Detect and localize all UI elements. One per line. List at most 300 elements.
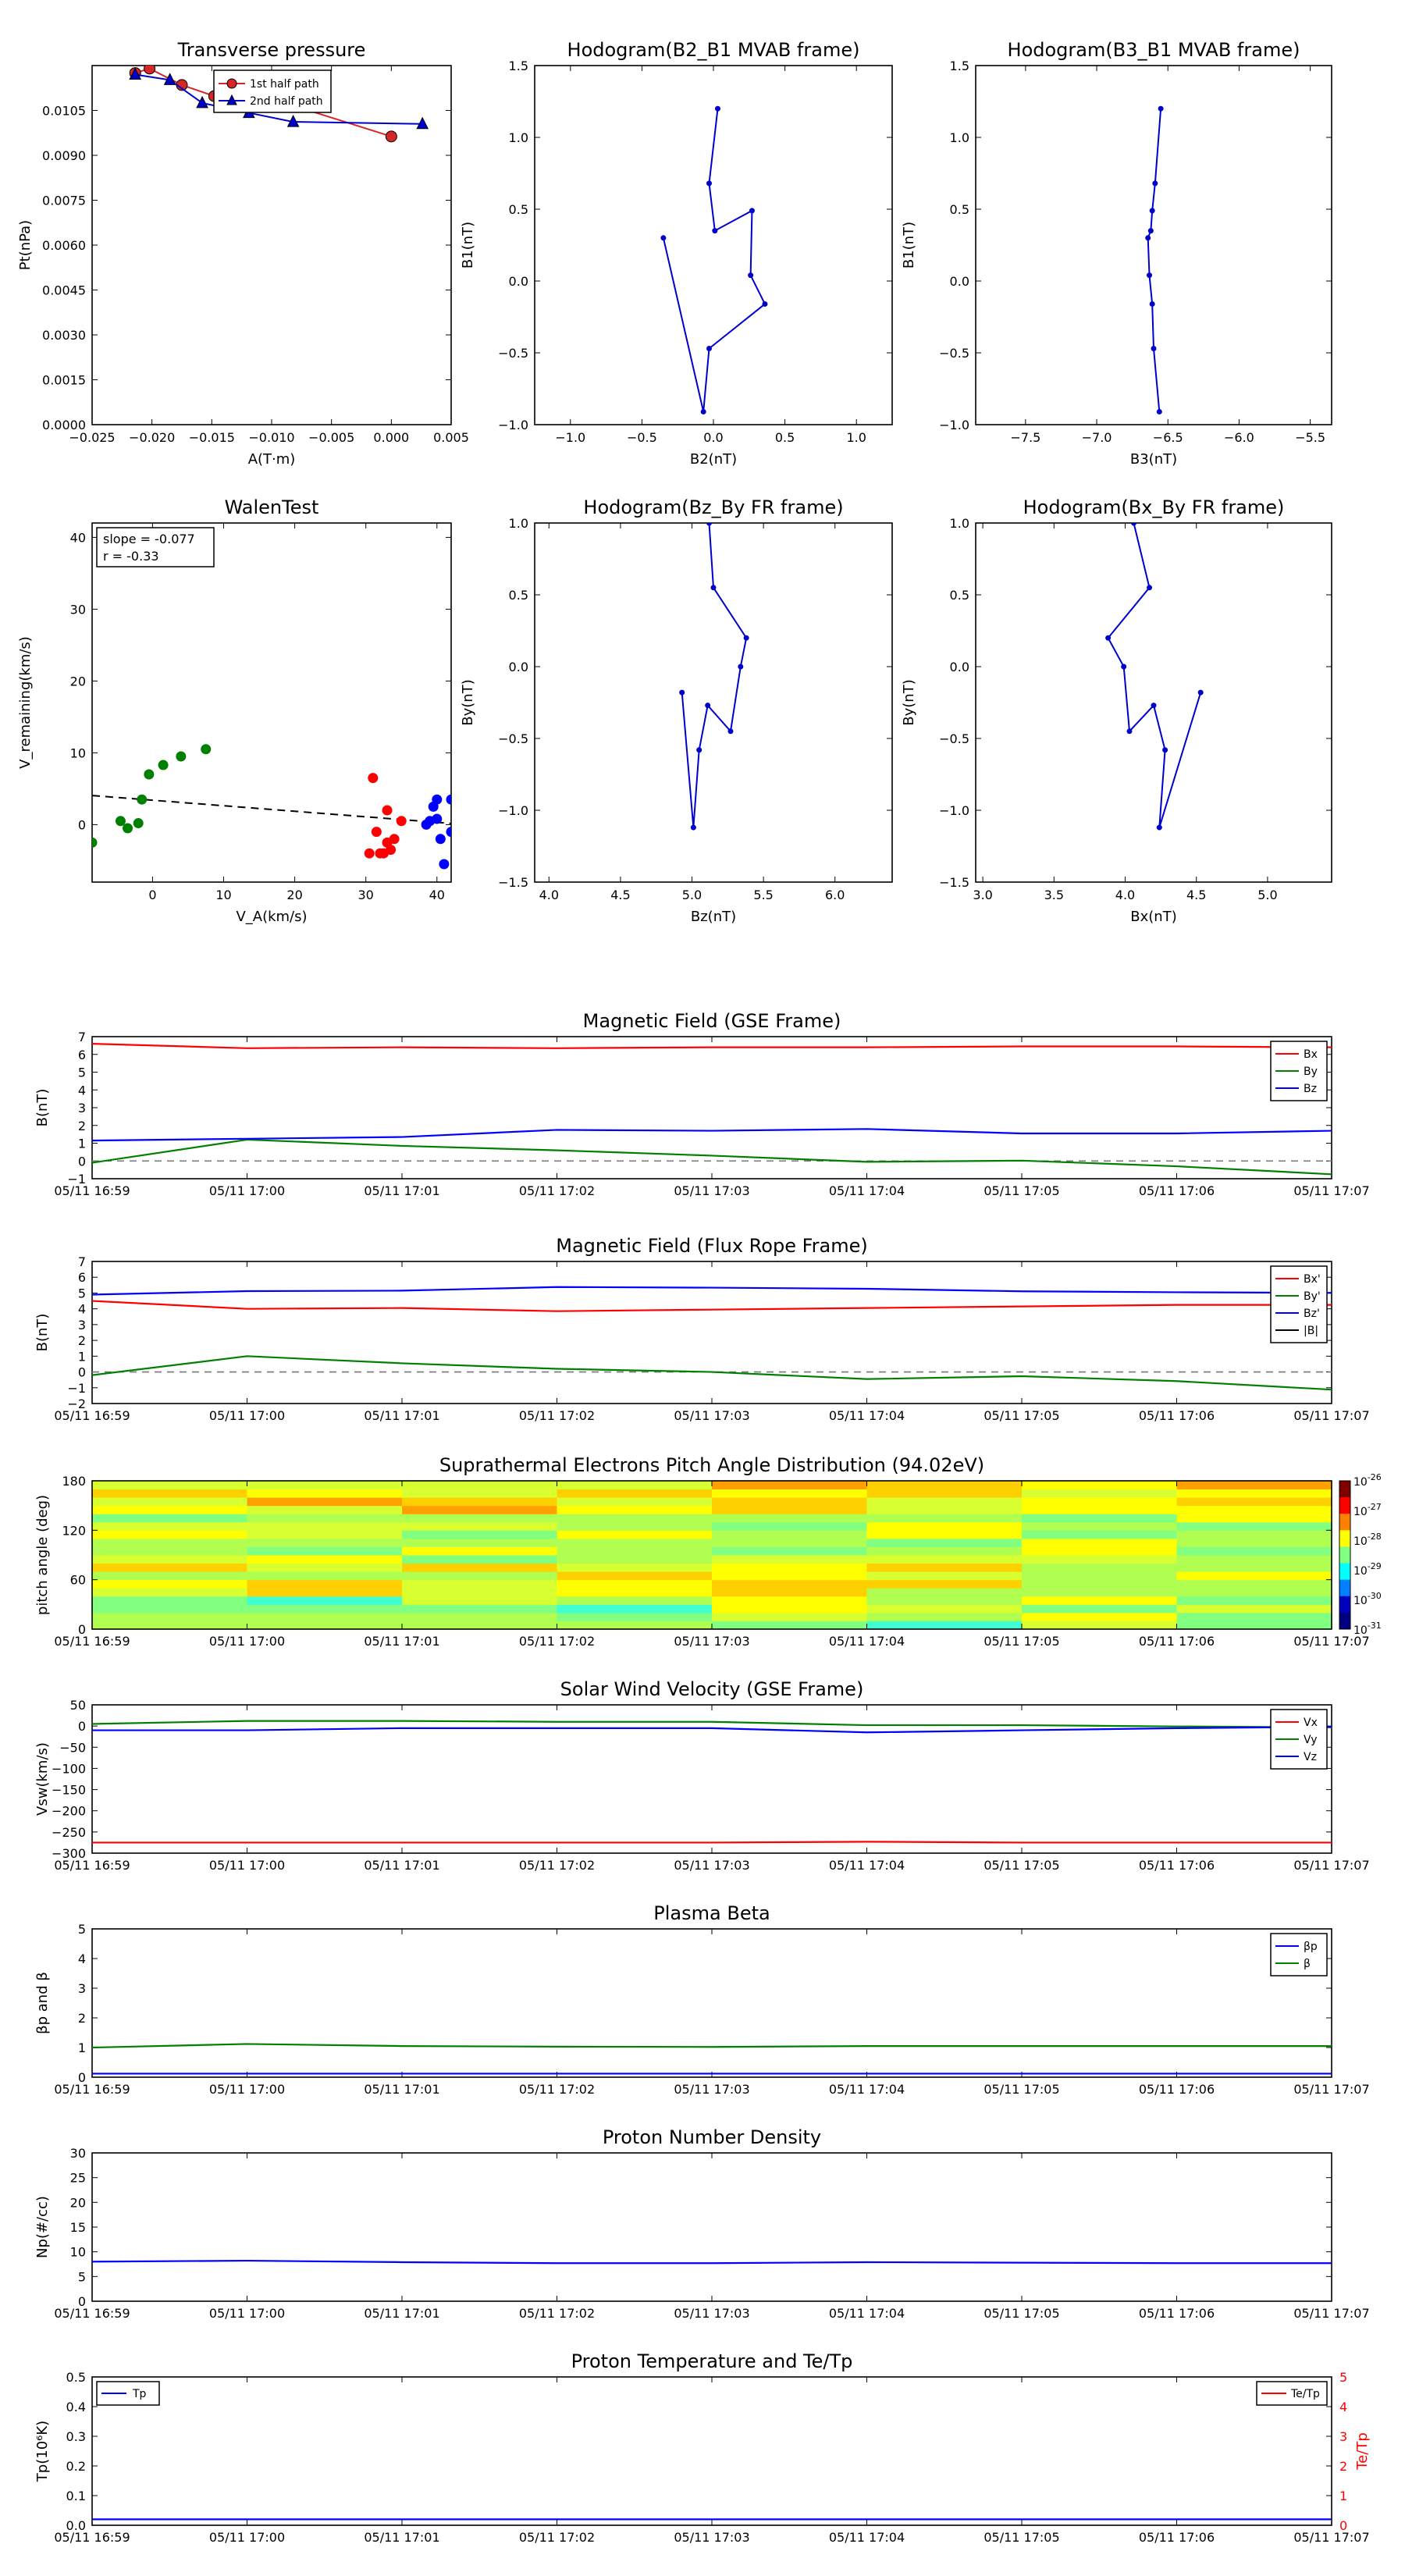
heatmap-cell: [867, 1546, 1023, 1555]
heatmap-cell: [1177, 1564, 1332, 1572]
x-tick-label: 6.0: [824, 888, 845, 902]
data-point: [436, 834, 446, 844]
heatmap-cell: [1022, 1555, 1177, 1564]
y-tick-label: 0: [77, 1719, 86, 1735]
x-tick-label: 3.5: [1044, 888, 1065, 902]
x-tick-label: 05/11 17:02: [518, 2306, 596, 2321]
data-point: [1131, 521, 1136, 526]
x-tick-label: 20: [286, 888, 303, 902]
legend-marker: [227, 79, 237, 88]
x-axis-label: A(T·m): [247, 451, 296, 468]
heatmap-cell: [867, 1522, 1023, 1531]
data-point: [748, 272, 753, 278]
heatmap-cell: [402, 1621, 557, 1629]
x-tick-label: 05/11 17:04: [828, 1634, 905, 1649]
heatmap-cell: [402, 1530, 557, 1539]
data-point: [1121, 664, 1126, 670]
x-tick-label: −0.010: [248, 430, 295, 445]
x-tick-label: 0.005: [433, 430, 469, 445]
x-tick-label: 05/11 17:00: [208, 1858, 286, 1873]
y-tick-label: 0.4: [66, 2400, 86, 2414]
series-line-0: [92, 1044, 1332, 1048]
panel-title: Magnetic Field (Flux Rope Frame): [556, 1235, 868, 1257]
panel-title: Suprathermal Electrons Pitch Angle Distribution (94.02eV): [439, 1454, 985, 1476]
colorbar-segment: [1339, 1580, 1350, 1597]
heatmap-cell: [402, 1588, 557, 1596]
heatmap-cell: [867, 1506, 1023, 1514]
heatmap-cell: [1022, 1588, 1177, 1596]
data-point: [738, 664, 743, 670]
heatmap-cell: [92, 1489, 247, 1498]
heatmap-cell: [1177, 1489, 1332, 1498]
x-tick-label: 05/11 17:06: [1138, 2306, 1215, 2321]
heatmap-cell: [92, 1580, 247, 1589]
data-point: [715, 106, 720, 112]
y2-tick-label: 5: [1339, 2370, 1348, 2385]
legend-label: Tp: [133, 2388, 147, 2400]
data-point: [144, 770, 154, 780]
y-tick-label: 2: [77, 2011, 86, 2026]
heatmap-cell: [402, 1571, 557, 1580]
heatmap-cell: [712, 1580, 867, 1589]
x-axis-label: Bx(nT): [1130, 909, 1177, 925]
heatmap-cell: [402, 1580, 557, 1589]
colorbar-tick-label: $10^{-30}$: [1353, 1591, 1382, 1607]
heatmap-cell: [402, 1506, 557, 1514]
panel-title: Hodogram(Bx_By FR frame): [1023, 496, 1285, 518]
colorbar-segment: [1339, 1514, 1350, 1531]
panel-title: Proton Temperature and Te/Tp: [571, 2350, 853, 2372]
heatmap-cell: [867, 1564, 1023, 1572]
y-tick-label: 4: [77, 1952, 86, 1966]
y-axis-label: pitch angle (deg): [34, 1494, 51, 1616]
data-point: [432, 814, 442, 824]
legend-box: [1271, 1934, 1327, 1976]
axes-frame: [92, 2377, 1332, 2525]
y-tick-label: 25: [69, 2170, 86, 2186]
data-point: [1148, 228, 1154, 233]
y-tick-label: 40: [69, 530, 86, 546]
heatmap-cell: [402, 1564, 557, 1572]
y-tick-label: 1.5: [949, 59, 969, 73]
x-tick-label: 05/11 16:59: [54, 1183, 130, 1198]
heatmap-cell: [247, 1613, 403, 1621]
x-tick-label: 05/11 17:02: [518, 1858, 596, 1873]
y-tick-label: 50: [69, 1698, 86, 1713]
heatmap-cell: [92, 1539, 247, 1547]
heatmap-cell: [712, 1596, 867, 1605]
heatmap-cell: [867, 1530, 1023, 1539]
heatmap-cell: [1022, 1522, 1177, 1531]
panel-title: Hodogram(B2_B1 MVAB frame): [567, 39, 860, 61]
data-point: [712, 228, 717, 233]
heatmap-cell: [1177, 1604, 1332, 1613]
heatmap-cell: [92, 1564, 247, 1572]
panel-title: Magnetic Field (GSE Frame): [582, 1010, 841, 1032]
x-tick-label: 05/11 17:04: [828, 2082, 905, 2097]
panel-hodogram-bz-by: [460, 496, 892, 925]
y-tick-label: 0.1: [66, 2489, 86, 2503]
heatmap-cell: [402, 1489, 557, 1498]
heatmap-cell: [402, 1613, 557, 1621]
heatmap-cell: [1177, 1546, 1332, 1555]
heatmap-cell: [867, 1481, 1023, 1489]
panel-title: Transverse pressure: [177, 39, 366, 61]
y-tick-label: 0.0030: [42, 328, 86, 343]
data-point: [144, 63, 155, 74]
y-tick-label: −0.5: [939, 346, 969, 361]
y-tick-label: 20: [69, 2195, 86, 2211]
y-tick-label: 10: [69, 2244, 86, 2260]
y-tick-label: 5: [77, 1922, 86, 1937]
y-tick-label: 5: [77, 1286, 86, 1301]
data-point: [1150, 208, 1155, 213]
heatmap-cell: [247, 1580, 403, 1589]
heatmap-cell: [92, 1522, 247, 1531]
y-tick-label: 0: [77, 2294, 86, 2309]
legend-label: Vy: [1304, 1734, 1318, 1746]
heatmap-cell: [247, 1596, 403, 1605]
heatmap-cell: [712, 1555, 867, 1564]
heatmap-cell: [402, 1522, 557, 1531]
x-tick-label: 05/11 17:01: [364, 1858, 440, 1873]
y-tick-label: 1.0: [949, 130, 969, 145]
panel-transverse-pressure: [17, 39, 469, 468]
x-tick-label: 0.0: [703, 430, 724, 445]
axes-frame: [92, 1261, 1332, 1404]
x-tick-label: −0.005: [308, 430, 355, 445]
legend-label: |B|: [1304, 1325, 1319, 1337]
plot-area: [660, 106, 767, 415]
heatmap-cell: [557, 1564, 713, 1572]
y-tick-label: 0: [77, 817, 86, 833]
data-point: [133, 818, 144, 828]
x-tick-label: 05/11 17:05: [984, 1858, 1060, 1873]
heatmap-cell: [867, 1497, 1023, 1506]
heatmap-cell: [712, 1613, 867, 1621]
data-point: [386, 845, 396, 855]
x-tick-label: 05/11 17:03: [674, 1858, 750, 1873]
y-tick-label: 1: [77, 2041, 86, 2055]
x-tick-label: 05/11 17:02: [518, 2530, 596, 2545]
y-tick-label: 0.0015: [42, 372, 86, 388]
series-line-0: [92, 2261, 1332, 2263]
x-tick-label: 1.0: [846, 430, 866, 445]
heatmap-cell: [402, 1596, 557, 1605]
heatmap-cell: [557, 1604, 713, 1613]
y-tick-label: 1.0: [508, 516, 528, 531]
data-point: [706, 521, 712, 526]
x-tick-label: 05/11 17:03: [674, 2082, 750, 2097]
y-tick-label: 0.0: [508, 274, 528, 289]
heatmap-cell: [557, 1621, 713, 1629]
data-point: [1151, 703, 1157, 708]
y-tick-label: 60: [69, 1572, 86, 1588]
x-tick-label: 05/11 17:07: [1293, 1408, 1370, 1423]
x-tick-label: 05/11 17:03: [674, 1634, 750, 1649]
series-line-1: [92, 1140, 1332, 1174]
heatmap-cell: [712, 1497, 867, 1506]
series-line-0: [92, 1841, 1332, 1842]
x-tick-label: 05/11 17:02: [518, 2082, 596, 2097]
heatmap-cell: [92, 1555, 247, 1564]
heatmap-cell: [557, 1506, 713, 1514]
x-tick-label: 0.5: [774, 430, 795, 445]
x-tick-label: 05/11 17:01: [364, 2082, 440, 2097]
heatmap-cell: [557, 1481, 713, 1489]
heatmap-cell: [92, 1481, 247, 1489]
panel-title: Plasma Beta: [653, 1902, 770, 1924]
colorbar-tick-label: $10^{-29}$: [1353, 1561, 1382, 1578]
data-point: [87, 838, 98, 848]
data-point: [201, 744, 211, 754]
heatmap-cell: [1177, 1588, 1332, 1596]
x-tick-label: 05/11 17:06: [1138, 2082, 1215, 2097]
heatmap-cell: [247, 1489, 403, 1498]
x-tick-label: 05/11 17:01: [364, 1183, 440, 1198]
heatmap-cell: [1177, 1621, 1332, 1629]
y-tick-label: 0.5: [949, 202, 969, 217]
heatmap-cell: [1177, 1596, 1332, 1605]
heatmap-cell: [1022, 1613, 1177, 1621]
y-tick-label: 0: [77, 1364, 86, 1380]
heatmap-cell: [712, 1621, 867, 1629]
series-line-0: [1108, 523, 1201, 827]
y-tick-label: 0.0075: [42, 193, 86, 208]
heatmap-cell: [1177, 1481, 1332, 1489]
heatmap-cell: [557, 1546, 713, 1555]
heatmap-cell: [92, 1596, 247, 1605]
heatmap-cell: [1022, 1514, 1177, 1522]
heatmap-cell: [712, 1514, 867, 1522]
data-point: [706, 180, 712, 186]
data-point: [749, 208, 755, 213]
heatmap-cell: [1177, 1580, 1332, 1589]
legend-label: Bx: [1304, 1048, 1318, 1061]
x-tick-label: 05/11 17:07: [1293, 2082, 1370, 2097]
x-tick-label: 05/11 17:03: [674, 2530, 750, 2545]
data-point: [1126, 728, 1132, 734]
annotation-text: r = -0.33: [103, 549, 159, 564]
series-line-2: [92, 1727, 1332, 1732]
heatmap-cell: [712, 1564, 867, 1572]
y-axis-label: βp and β: [34, 1972, 51, 2034]
data-point: [123, 824, 133, 834]
x-tick-label: −0.015: [188, 430, 235, 445]
axes-frame: [92, 2153, 1332, 2301]
legend-label: Vx: [1304, 1717, 1318, 1729]
x-tick-label: 05/11 17:03: [674, 1183, 750, 1198]
plot-area: [679, 521, 749, 831]
heatmap-cell: [247, 1497, 403, 1506]
x-tick-label: 05/11 17:06: [1138, 1183, 1215, 1198]
y-tick-label: 0: [77, 1154, 86, 1169]
series-line-0: [663, 109, 765, 411]
x-tick-label: −1.0: [555, 430, 586, 445]
y2-tick-label: 1: [1339, 2489, 1348, 2503]
heatmap-cell: [402, 1604, 557, 1613]
y-tick-label: 0.0060: [42, 238, 86, 253]
axes-frame: [92, 1929, 1332, 2077]
x-tick-label: 30: [357, 888, 374, 902]
axes-frame: [92, 1705, 1332, 1853]
heatmap-cell: [712, 1571, 867, 1580]
data-point: [679, 690, 685, 696]
data-point: [1162, 747, 1168, 753]
heatmap-cell: [1022, 1604, 1177, 1613]
heatmap-cell: [92, 1621, 247, 1629]
panel-solar-wind-velocity: [34, 1678, 1370, 1873]
y2-tick-label: 2: [1339, 2459, 1348, 2474]
heatmap-cell: [867, 1555, 1023, 1564]
data-point: [762, 301, 767, 307]
x-tick-label: 05/11 17:07: [1293, 1183, 1370, 1198]
colorbar-segment: [1339, 1481, 1350, 1498]
y-tick-label: 3: [77, 1317, 86, 1332]
heatmap-cell: [247, 1522, 403, 1531]
heatmap-cell: [1177, 1514, 1332, 1522]
heatmap-cell: [1177, 1571, 1332, 1580]
x-tick-label: 05/11 17:01: [364, 1634, 440, 1649]
axes-frame: [92, 66, 451, 425]
legend-label: 1st half path: [250, 78, 319, 91]
panel-title: Hodogram(Bz_By FR frame): [583, 496, 844, 518]
y-axis-label: By(nT): [901, 679, 917, 726]
data-point: [368, 773, 378, 783]
heatmap-cell: [1177, 1497, 1332, 1506]
panel-hodogram-b2-b1: [460, 39, 892, 468]
data-point: [1150, 301, 1155, 307]
legend-label: Vz: [1304, 1751, 1317, 1763]
x-tick-label: 05/11 17:05: [984, 1408, 1060, 1423]
x-tick-label: 5.0: [681, 888, 702, 902]
data-point: [711, 585, 717, 590]
x-tick-label: 05/11 17:03: [674, 1408, 750, 1423]
heatmap-cell: [247, 1546, 403, 1555]
heatmap-cell: [712, 1604, 867, 1613]
heatmap-cell: [557, 1571, 713, 1580]
y-tick-label: 15: [69, 2220, 86, 2235]
x-tick-label: 05/11 17:01: [364, 2306, 440, 2321]
colorbar-exponent: -29: [1367, 1561, 1382, 1571]
heatmap-cell: [557, 1580, 713, 1589]
data-point: [197, 97, 208, 108]
heatmap-cell: [1022, 1621, 1177, 1629]
heatmap-cell: [712, 1522, 867, 1531]
y-axis-label: By(nT): [460, 679, 476, 726]
x-tick-label: 05/11 17:04: [828, 2306, 905, 2321]
series-line-2: [92, 1287, 1332, 1295]
data-point: [1152, 180, 1158, 186]
heatmap-cell: [712, 1481, 867, 1489]
y-tick-label: 3: [77, 1981, 86, 1996]
x-tick-label: −0.020: [129, 430, 176, 445]
data-point: [701, 409, 706, 415]
x-tick-label: 05/11 17:02: [518, 1634, 596, 1649]
panel-plasma-beta: [34, 1902, 1370, 2097]
legend-label: Bx': [1304, 1273, 1321, 1286]
y-axis-label: B1(nT): [901, 221, 917, 269]
y-axis-label: B(nT): [34, 1313, 51, 1352]
x-tick-label: 05/11 17:05: [984, 2082, 1060, 2097]
y-tick-label: −1.0: [498, 803, 528, 818]
heatmap-cell: [712, 1506, 867, 1514]
plot-area: [87, 744, 457, 869]
heatmap-cell: [92, 1588, 247, 1596]
x-axis-label: B2(nT): [689, 451, 738, 468]
legend-label: βp: [1304, 1941, 1318, 1953]
x-tick-label: 05/11 17:02: [518, 1408, 596, 1423]
heatmap-cell: [92, 1514, 247, 1522]
heatmap-cell: [1022, 1506, 1177, 1514]
panel-magnetic-field-gse: [34, 1010, 1370, 1198]
heatmap-cell: [402, 1514, 557, 1522]
x-tick-label: 4.5: [1186, 888, 1207, 902]
data-point: [696, 747, 702, 753]
y-tick-label: −1.5: [939, 875, 969, 890]
x-tick-label: 05/11 17:06: [1138, 2530, 1215, 2545]
data-point: [372, 827, 382, 837]
data-point: [386, 131, 397, 142]
colorbar-tick-label: $10^{-31}$: [1353, 1621, 1382, 1637]
x-tick-label: −7.5: [1010, 430, 1041, 445]
panel-title: Hodogram(B3_B1 MVAB frame): [1007, 39, 1300, 61]
x-tick-label: 05/11 17:00: [208, 2082, 286, 2097]
x-tick-label: −0.5: [626, 430, 657, 445]
y-tick-label: 0.3: [66, 2429, 86, 2444]
y-tick-label: −1.5: [498, 875, 528, 890]
x-tick-label: 05/11 17:01: [364, 1408, 440, 1423]
heatmap-cell: [247, 1555, 403, 1564]
heatmap-cell: [247, 1588, 403, 1596]
heatmap-cell: [867, 1489, 1023, 1498]
y-tick-label: −1: [67, 1380, 86, 1396]
y-tick-label: 30: [69, 602, 86, 617]
y-tick-label: 1: [77, 1349, 86, 1364]
y-tick-label: −2: [67, 1397, 86, 1411]
y-axis-label: B1(nT): [460, 221, 476, 269]
heatmap-cell: [92, 1604, 247, 1613]
heatmap-cell: [557, 1613, 713, 1621]
x-tick-label: 05/11 17:00: [208, 2530, 286, 2545]
heatmap-cell: [557, 1530, 713, 1539]
heatmap-cell: [867, 1539, 1023, 1547]
legend-label: 2nd half path: [250, 95, 323, 108]
heatmap-cell: [867, 1613, 1023, 1621]
data-point: [116, 816, 126, 826]
x-tick-label: 10: [215, 888, 232, 902]
x-tick-label: 05/11 16:59: [54, 2082, 130, 2097]
data-point: [389, 834, 400, 844]
colorbar-segment: [1339, 1613, 1350, 1630]
axes-frame: [535, 66, 892, 425]
y-tick-label: 4: [77, 1301, 86, 1317]
data-point: [137, 795, 147, 805]
heatmap-cell: [92, 1571, 247, 1580]
heatmap-cell: [1022, 1580, 1177, 1589]
x-tick-label: 4.0: [539, 888, 560, 902]
colorbar-segment: [1339, 1596, 1350, 1614]
axes-frame: [92, 523, 451, 882]
heatmap-cell: [247, 1564, 403, 1572]
y-tick-label: 0.5: [508, 588, 528, 603]
y-tick-label: −300: [52, 1846, 86, 1861]
x-tick-label: 05/11 17:01: [364, 2530, 440, 2545]
x-tick-label: 05/11 17:06: [1138, 1408, 1215, 1423]
panel-hodogram-bx-by: [901, 496, 1332, 925]
x-tick-label: −6.5: [1152, 430, 1183, 445]
data-point: [1158, 106, 1164, 112]
